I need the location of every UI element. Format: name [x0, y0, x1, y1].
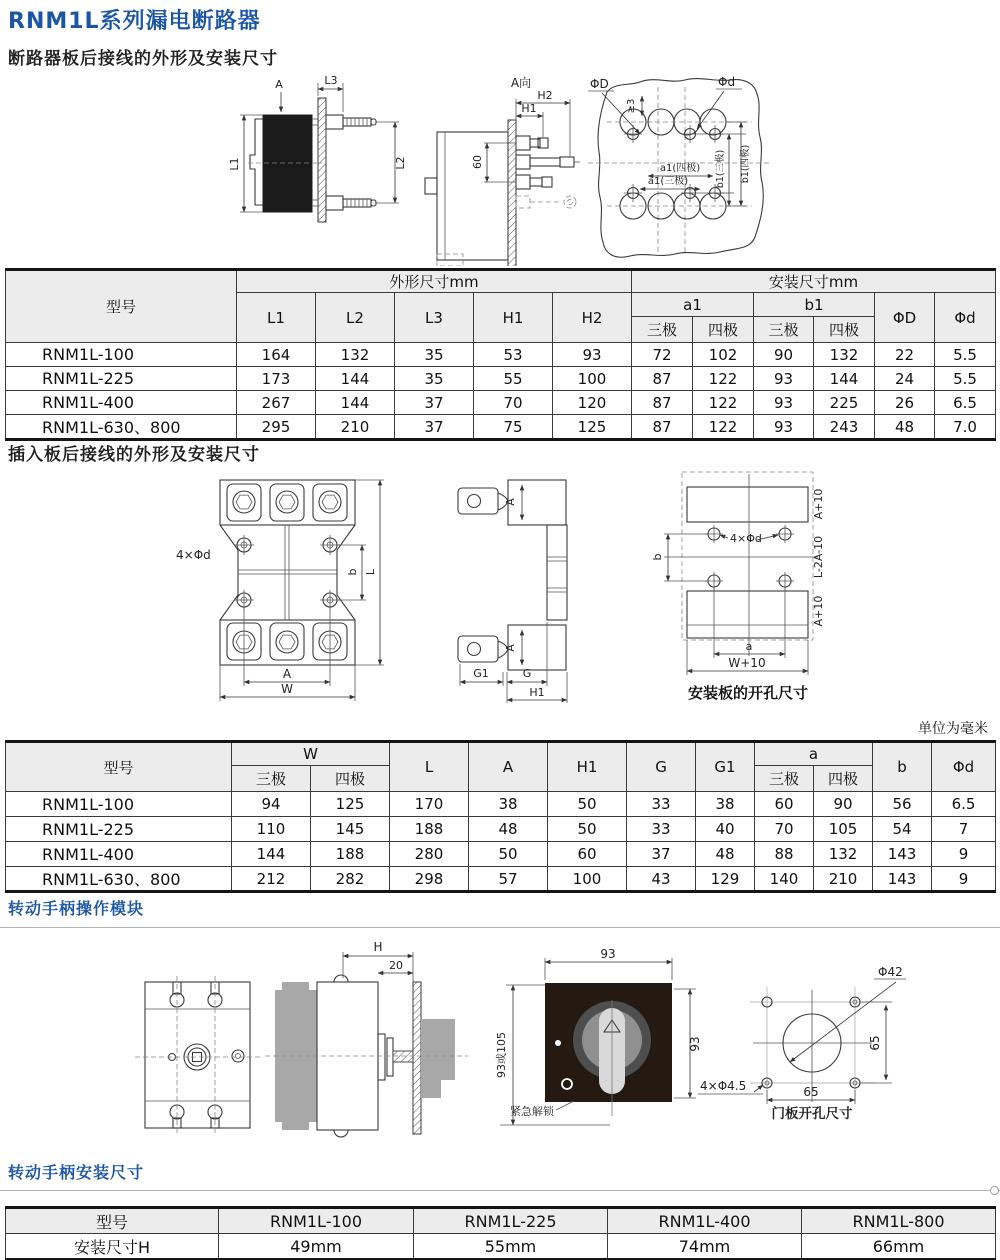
cell: 70: [755, 817, 814, 842]
cell: 53: [474, 343, 553, 367]
col-header-l2: L2: [316, 293, 395, 343]
dim-label-93-top: 93: [600, 947, 616, 961]
table-row: [6, 367, 996, 391]
table-row: [6, 1208, 996, 1234]
cell: 24: [875, 367, 935, 391]
cell: 75: [474, 415, 553, 440]
col-header-a-small: a: [755, 742, 873, 766]
cell: 125: [311, 792, 390, 817]
dim-label-93-105: 93或105: [495, 1032, 508, 1078]
table-row: [6, 343, 996, 367]
col-header-b1: b1: [754, 293, 875, 317]
dim-label-a10-bottom: A+10: [812, 595, 825, 627]
section-heading-handle-install: 转动手柄安装尺寸: [8, 1163, 145, 1182]
cell: 38: [469, 792, 548, 817]
cell: 87: [632, 415, 693, 440]
cell: 243: [814, 415, 875, 440]
cell: 6.5: [932, 792, 996, 817]
cell: 90: [754, 343, 814, 367]
handle-install-table: [5, 1206, 996, 1260]
col-header-pole3: 三极: [754, 317, 814, 343]
drawing-plug-front-view: [176, 480, 384, 701]
cell: 26: [875, 391, 935, 415]
cell: 225: [814, 391, 875, 415]
col-header-model: 型号: [6, 270, 237, 343]
group-header-outline: 外形尺寸mm: [237, 270, 632, 293]
col-header-l: L: [390, 742, 469, 792]
plug-wiring-drawings: [0, 460, 1000, 710]
divider-line: [0, 927, 1000, 928]
dim-label-a1-3p: a1(三极): [647, 176, 689, 187]
dim-label-a10-top: A+10: [812, 488, 825, 520]
cell: 210: [814, 867, 873, 892]
cell: 22: [875, 343, 935, 367]
cell: 144: [316, 391, 395, 415]
cell: 145: [311, 817, 390, 842]
cell: 55: [474, 367, 553, 391]
cell: 132: [814, 343, 875, 367]
dim-label-93-right: 93: [688, 1036, 702, 1052]
cell: 298: [390, 867, 469, 892]
cell: 188: [311, 842, 390, 867]
cell: 60: [548, 842, 627, 867]
cell: 120: [553, 391, 632, 415]
indicator-dot: [555, 1040, 561, 1046]
mounting-plate-hatched: [508, 120, 516, 266]
col-header-g1: G1: [696, 742, 755, 792]
cell: 143: [873, 842, 932, 867]
dim-label-h1: H1: [529, 686, 545, 699]
cell-value: 49mm: [219, 1234, 414, 1260]
section-heading-plug-wiring: 插入板后接线的外形及安装尺寸: [8, 445, 260, 465]
cell: 54: [873, 817, 932, 842]
cell: 140: [755, 867, 814, 892]
col-header-h1: H1: [548, 742, 627, 792]
page-title: RNM1L系列漏电断路器: [8, 9, 261, 34]
cell: 173: [237, 367, 316, 391]
mounting-plate-hatched: [318, 98, 326, 222]
dim-label-a: A: [282, 667, 292, 681]
col-header-g: G: [627, 742, 696, 792]
cell: 90: [814, 792, 873, 817]
cell: 122: [693, 415, 754, 440]
cell: 40: [696, 817, 755, 842]
table-row: [6, 415, 996, 440]
cell: 50: [548, 792, 627, 817]
col-header-a1: a1: [632, 293, 754, 317]
table-row: [6, 391, 996, 415]
cell: 37: [627, 842, 696, 867]
cell: 105: [814, 817, 873, 842]
col-header-b: b: [873, 742, 932, 792]
cell-model: RNM1L-225: [414, 1208, 608, 1234]
cell: 110: [232, 817, 311, 842]
cell-model: RNM1L-100: [6, 343, 237, 367]
view-label-a: A向: [510, 76, 532, 90]
cell: 93: [754, 367, 814, 391]
table-row: [6, 1234, 996, 1260]
cell: 9: [932, 842, 996, 867]
dim-label-60: 60: [471, 155, 484, 169]
cell-model: RNM1L-225: [6, 817, 232, 842]
drawing-handle-panel: [495, 947, 702, 1125]
table-row: [6, 867, 996, 892]
cell: 93: [754, 415, 814, 440]
dim-label-65-vert: 65: [868, 1035, 882, 1051]
dim-label-l1: L1: [228, 157, 241, 171]
drawing-handle-side-view: [265, 940, 468, 1137]
dim-label-l3: L3: [324, 74, 338, 87]
cell: 143: [873, 867, 932, 892]
cell: 94: [232, 792, 311, 817]
dim-label-b: b: [346, 568, 359, 576]
cell-value: 74mm: [608, 1234, 802, 1260]
cell: 87: [632, 367, 693, 391]
cell: 37: [395, 415, 474, 440]
dim-label-65-horiz: 65: [803, 1085, 819, 1099]
cell: 144: [316, 367, 395, 391]
cell: 43: [627, 867, 696, 892]
cell: 93: [754, 391, 814, 415]
col-header-h2: H2: [553, 293, 632, 343]
drawing-rear-drill-pattern: [588, 75, 772, 257]
cell: 5.5: [935, 367, 996, 391]
cell: 33: [627, 817, 696, 842]
cell-model: RNM1L-800: [802, 1208, 996, 1234]
cell: 100: [548, 867, 627, 892]
dim-label-l2a10: L-2A-10: [812, 535, 825, 579]
cell: 56: [873, 792, 932, 817]
dim-label-ge3: ≥3: [626, 98, 637, 114]
dim-label-b1-3p: b1(三极): [715, 149, 726, 189]
col-header-pole4: 四极: [814, 766, 873, 792]
cell-model: RNM1L-400: [6, 842, 232, 867]
cell: 7: [932, 817, 996, 842]
dim-label-a1-4p: a1(四极): [659, 163, 701, 174]
caption-plate-cutout: 安装板的开孔尺寸: [687, 684, 809, 702]
cell: 50: [469, 842, 548, 867]
cell-value: 55mm: [414, 1234, 608, 1260]
drawing-rear-side-view: [228, 74, 407, 222]
section-heading-handle-module: 转动手柄操作模块: [8, 899, 145, 918]
group-header-install: 安装尺寸mm: [632, 270, 996, 293]
cell: 60: [755, 792, 814, 817]
dim-label-20: 20: [389, 959, 403, 972]
cell: 282: [311, 867, 390, 892]
cell: 164: [237, 343, 316, 367]
cell-model: RNM1L-630、800: [6, 415, 237, 440]
cell: 122: [693, 391, 754, 415]
breaker-body-silhouette: [263, 115, 312, 212]
cell: 93: [553, 343, 632, 367]
col-header-phid: Φd: [935, 293, 996, 343]
dim-label-l2: L2: [394, 156, 407, 170]
cell: 5.5: [935, 343, 996, 367]
cell: 48: [696, 842, 755, 867]
dim-label-w10: W+10: [728, 656, 766, 670]
dim-label-g1: G1: [473, 667, 489, 680]
cell-model: RNM1L-400: [6, 391, 237, 415]
dim-label-phid: Φd: [718, 75, 736, 89]
col-header-pole4: 四极: [311, 766, 390, 792]
cell: 170: [390, 792, 469, 817]
drawing-plug-side-view: [458, 480, 567, 703]
col-header-model: 型号: [6, 1208, 219, 1234]
col-header-h1: H1: [474, 293, 553, 343]
dim-label-a: A: [275, 78, 283, 91]
cell: 9: [932, 867, 996, 892]
cell: 132: [316, 343, 395, 367]
cell: 144: [814, 367, 875, 391]
dim-label-h1: H1: [521, 102, 537, 115]
col-header-l3: L3: [395, 293, 474, 343]
cell: 102: [693, 343, 754, 367]
cell: 33: [627, 792, 696, 817]
dim-label-g: G: [522, 667, 532, 680]
dim-label-phiD: ΦD: [590, 77, 609, 91]
dim-label-h: H: [373, 940, 383, 954]
cell-value: 66mm: [802, 1234, 996, 1260]
bracket-gray: [421, 1019, 455, 1098]
cell: 280: [390, 842, 469, 867]
cell: 87: [632, 391, 693, 415]
col-header-pole3: 三极: [632, 317, 693, 343]
cell: 50: [548, 817, 627, 842]
cell: 144: [232, 842, 311, 867]
col-header-pole4: 四极: [693, 317, 754, 343]
drawing-handle-front-view: [135, 976, 262, 1136]
cell-model: RNM1L-225: [6, 367, 237, 391]
caption-door-cutout: 门板开孔尺寸: [771, 1106, 853, 1122]
col-header-a: A: [469, 742, 548, 792]
cell-model: RNM1L-100: [6, 792, 232, 817]
divider-end-dot: [990, 1186, 999, 1195]
dim-label-4phid: 4×Φd: [176, 548, 211, 562]
col-header-pole3: 三极: [755, 766, 814, 792]
cell: 295: [237, 415, 316, 440]
dim-label-l: L: [364, 568, 377, 576]
label-emergency-unlock: 紧急解锁: [510, 1105, 554, 1118]
cell: 48: [469, 817, 548, 842]
plug-mount-dimensions-table: [5, 740, 996, 893]
divider-line: [0, 1190, 1000, 1191]
handle-shaft: [393, 1051, 413, 1062]
cell: 48: [875, 415, 935, 440]
rear-wiring-drawings: [0, 72, 1000, 266]
drawing-door-cutout: [698, 965, 906, 1122]
cell: 122: [693, 367, 754, 391]
col-header-pole4: 四极: [814, 317, 875, 343]
section-heading-rear-wiring: 断路器板后接线的外形及安装尺寸: [8, 49, 278, 69]
col-header-pole3: 三极: [232, 766, 311, 792]
cell: 125: [553, 415, 632, 440]
cell: 38: [696, 792, 755, 817]
dim-label-h2: H2: [537, 89, 553, 102]
dim-label-a: a: [745, 640, 753, 653]
cell: 35: [395, 367, 474, 391]
col-header-phiD: ΦD: [875, 293, 935, 343]
cell: 37: [395, 391, 474, 415]
dim-label-a-bottom: A: [504, 644, 517, 652]
stud-thread-ticks: [347, 118, 367, 207]
cell: 70: [474, 391, 553, 415]
col-header-model: 型号: [6, 742, 232, 792]
cell: 72: [632, 343, 693, 367]
col-header-l1: L1: [237, 293, 316, 343]
cell: 129: [696, 867, 755, 892]
cell-model: RNM1L-630、800: [6, 867, 232, 892]
handle-module-drawings: [0, 932, 1000, 1144]
rear-mount-dimensions-table: [5, 268, 996, 441]
drawing-mounting-plate-cutout: [651, 472, 825, 702]
cell: 57: [469, 867, 548, 892]
dim-label-b: b: [651, 553, 664, 561]
screw-holes: [762, 997, 860, 1088]
door-panel-hatched: [413, 982, 421, 1134]
cell: 188: [390, 817, 469, 842]
cell: 267: [237, 391, 316, 415]
row-header-install-h: 安装尺寸H: [6, 1234, 219, 1260]
cell: 100: [553, 367, 632, 391]
cell: 212: [232, 867, 311, 892]
keyhole-slots: [170, 982, 222, 1128]
dim-label-w: W: [281, 682, 293, 696]
cell: 210: [316, 415, 395, 440]
cell: 35: [395, 343, 474, 367]
dim-label-4phid: 4×Φd: [730, 532, 762, 545]
cell: 88: [755, 842, 814, 867]
dim-label-b1-4p: b1(四极): [740, 144, 751, 184]
col-header-w: W: [232, 742, 390, 766]
cell-model: RNM1L-400: [608, 1208, 802, 1234]
cell-model: RNM1L-100: [219, 1208, 414, 1234]
cell: 6.5: [935, 391, 996, 415]
table-row: [6, 817, 996, 842]
table-row: [6, 842, 996, 867]
col-header-phid: Φd: [932, 742, 996, 792]
unit-note: 单位为毫米: [918, 721, 988, 737]
dim-label-a-top: A: [504, 498, 517, 506]
dim-label-4phi45: 4×Φ4.5: [700, 1079, 747, 1093]
drawing-rear-a-view: [425, 76, 580, 266]
cell: 7.0: [935, 415, 996, 440]
dim-label-phi42: Φ42: [878, 965, 903, 979]
table-row: [6, 792, 996, 817]
cell: 132: [814, 842, 873, 867]
mount-holes: [234, 535, 340, 610]
